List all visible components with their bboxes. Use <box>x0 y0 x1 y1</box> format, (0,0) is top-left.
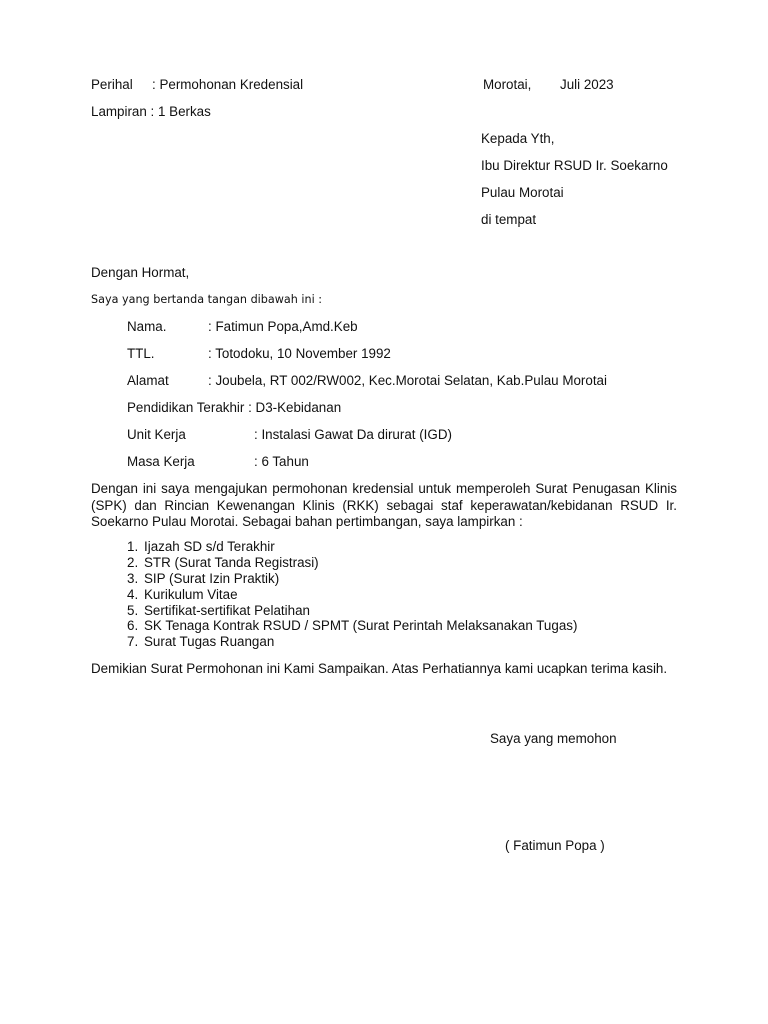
list-text: STR (Surat Tanda Registrasi) <box>144 554 319 570</box>
list-number: 2. <box>127 554 139 570</box>
list-item <box>127 603 577 619</box>
list-number: 6. <box>127 618 139 634</box>
signature-name: ( Fatimun Popa ) <box>505 838 605 853</box>
signature-label: Saya yang memohon <box>490 731 617 746</box>
nama-value: : Fatimun Popa,Amd.Keb <box>208 319 358 334</box>
nama-label: Nama. <box>127 319 167 334</box>
greeting: Dengan Hormat, <box>91 265 190 280</box>
lampiran-line: Lampiran : 1 Berkas <box>91 104 211 119</box>
recipient-line-2: Ibu Direktur RSUD Ir. Soekarno <box>481 158 668 173</box>
list-item <box>127 587 577 603</box>
attachment-list <box>127 539 577 650</box>
recipient-line-3: Pulau Morotai <box>481 185 564 200</box>
ttl-value: : Totodoku, 10 November 1992 <box>208 346 391 361</box>
list-text: Surat Tugas Ruangan <box>144 634 275 650</box>
pendidikan-line: Pendidikan Terakhir : D3-Kebidanan <box>127 400 342 415</box>
list-number: 5. <box>127 602 139 618</box>
letter-place: Morotai, <box>483 77 532 92</box>
list-item <box>127 634 577 650</box>
list-item <box>127 539 577 555</box>
recipient-line-1: Kepada Yth, <box>481 131 555 146</box>
list-text: SIP (Surat Izin Praktik) <box>144 570 280 586</box>
list-number: 7. <box>127 634 139 650</box>
list-text: SK Tenaga Kontrak RSUD / SPMT (Surat Perintah Melaksanakan Tugas) <box>144 618 578 634</box>
list-number: 4. <box>127 586 139 602</box>
letter-date: Juli 2023 <box>560 77 614 92</box>
masa-kerja-label: Masa Kerja <box>127 454 195 469</box>
list-item <box>127 555 577 571</box>
body-paragraph: Dengan ini saya mengajukan permohonan kredensial untuk memperoleh Surat Penugasan Klinis (SPK) dan Rincian Kewenangan Klinis (RKK) sebagai staf keperawatan/kebidanan RSUD Ir. Soekarno Pulau Morotai. Sebagai bahan pertimbangan, saya lampirkan : <box>91 481 677 529</box>
list-text: Ijazah SD s/d Terakhir <box>144 539 275 554</box>
alamat-label: Alamat <box>127 373 169 388</box>
closing-paragraph: Demikian Surat Permohonan ini Kami Sampaikan. Atas Perhatiannya kami ucapkan terima kasih. <box>91 661 668 676</box>
intro-line: Saya yang bertanda tangan dibawah ini : <box>91 293 323 306</box>
list-text: Kurikulum Vitae <box>144 586 238 602</box>
alamat-value: : Joubela, RT 002/RW002, Kec.Morotai Selatan, Kab.Pulau Morotai <box>208 373 607 388</box>
masa-kerja-value: : 6 Tahun <box>254 454 309 469</box>
list-item <box>127 618 577 634</box>
unit-kerja-label: Unit Kerja <box>127 427 186 442</box>
list-text: Sertifikat-sertifikat Pelatihan <box>144 602 310 618</box>
perihal-value: : Permohonan Kredensial <box>152 77 304 92</box>
list-item <box>127 571 577 587</box>
list-number: 3. <box>127 570 139 586</box>
recipient-line-4: di tempat <box>481 212 537 227</box>
unit-kerja-value: : Instalasi Gawat Da dirurat (IGD) <box>254 427 452 442</box>
list-number: 1. <box>127 539 139 554</box>
ttl-label: TTL. <box>127 346 155 361</box>
perihal-label: Perihal <box>91 77 133 92</box>
